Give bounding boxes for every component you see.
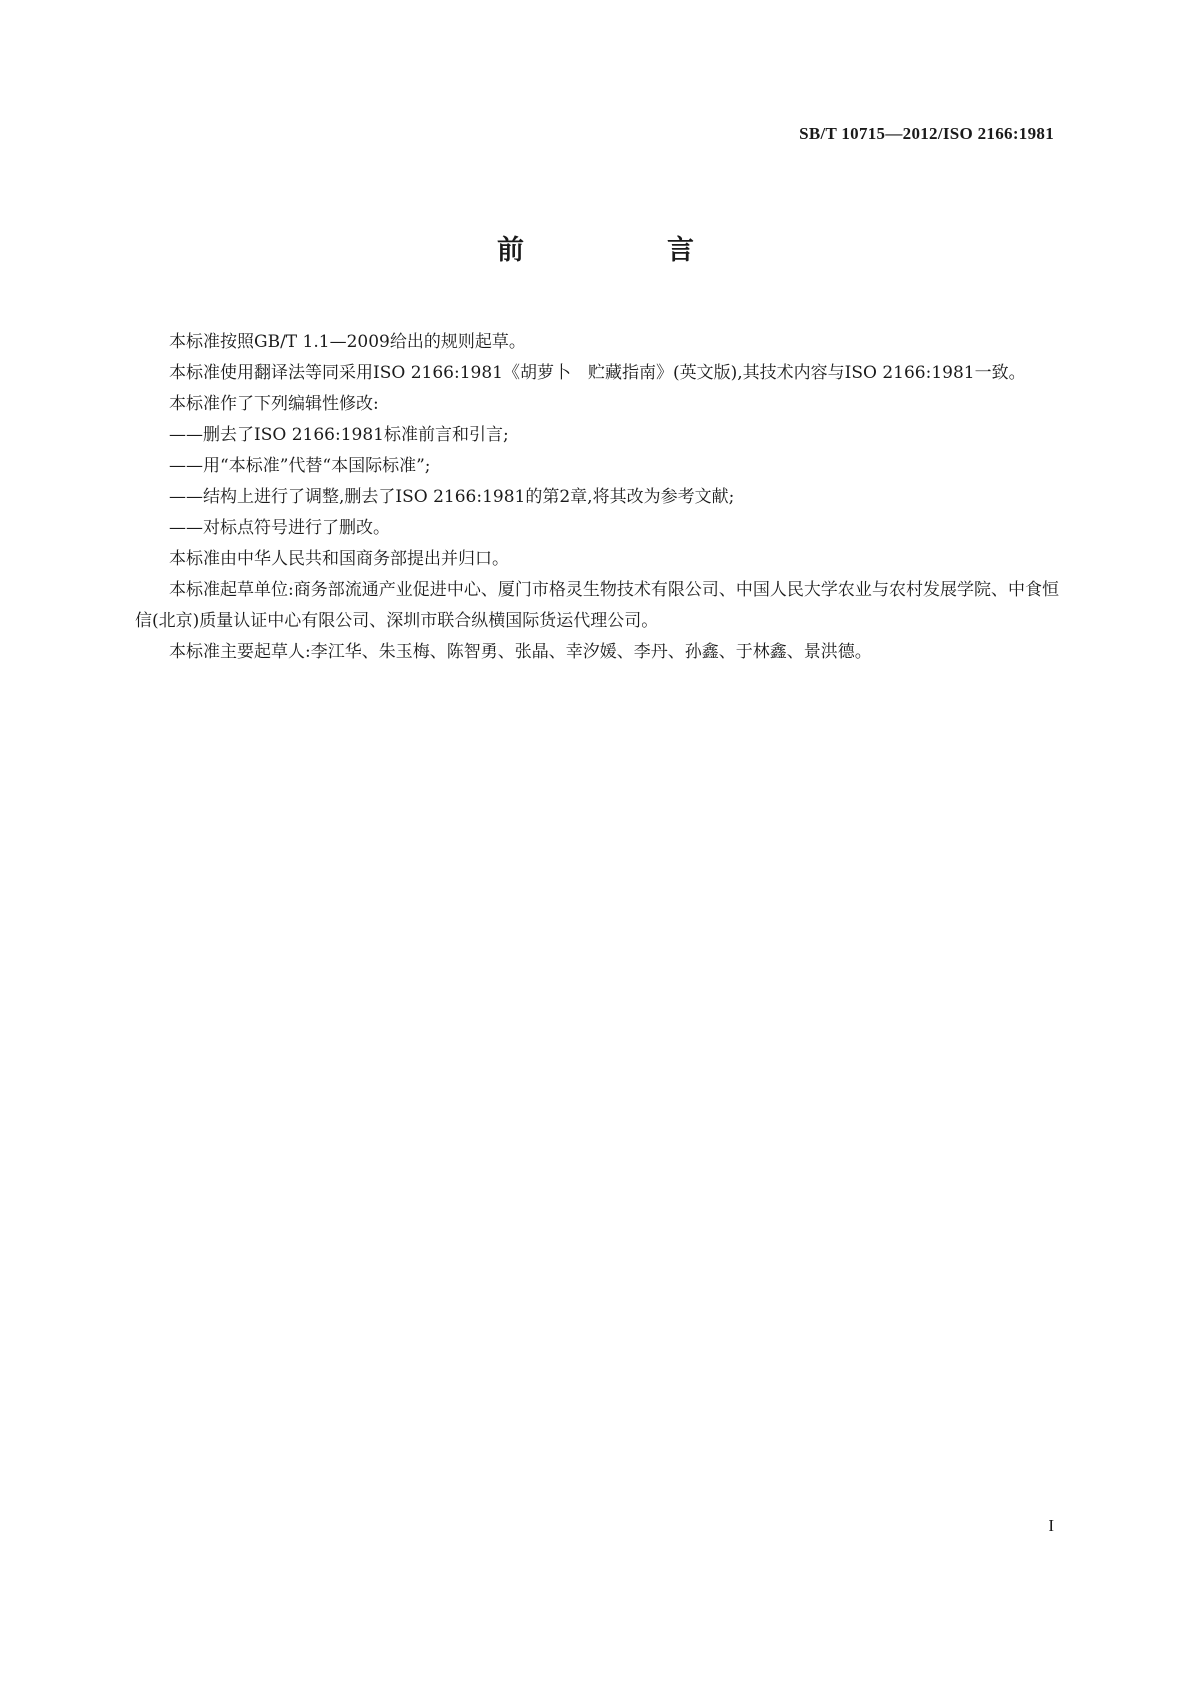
page-title: 前 言 bbox=[497, 235, 752, 266]
paragraph-adoption: 本标准使用翻译法等同采用ISO 2166:1981《胡萝卜 贮藏指南》(英文版),其技术内容与ISO 2166:1981一致。 bbox=[169, 363, 1026, 383]
list-item-edit-1: ——删去了ISO 2166:1981标准前言和引言; bbox=[169, 425, 509, 445]
list-item-edit-2: ——用“本标准”代替“本国际标准”; bbox=[169, 456, 431, 476]
paragraph-drafting-rules: 本标准按照GB/T 1.1—2009给出的规则起草。 bbox=[169, 332, 526, 352]
paragraph-drafting-units: 本标准起草单位:商务部流通产业促进中心、厦门市格灵生物技术有限公司、中国人民大学农业与农村发展学院、中食恒信(北京)质量认证中心有限公司、深圳市联合纵横国际货运代理公司。 bbox=[135, 580, 1059, 631]
paragraph-proposer: 本标准由中华人民共和国商务部提出并归口。 bbox=[169, 549, 509, 569]
list-item-edit-4: ——对标点符号进行了删改。 bbox=[169, 518, 390, 538]
paragraph-drafters: 本标准主要起草人:李江华、朱玉梅、陈智勇、张晶、幸汐媛、李丹、孙鑫、于林鑫、景洪德。 bbox=[169, 642, 872, 662]
paragraph-edits-intro: 本标准作了下列编辑性修改: bbox=[169, 394, 379, 414]
list-item-edit-3: ——结构上进行了调整,删去了ISO 2166:1981的第2章,将其改为参考文献; bbox=[169, 487, 735, 507]
standard-code: SB/T 10715—2012/ISO 2166:1981 bbox=[799, 124, 1054, 143]
document-body bbox=[135, 327, 1059, 668]
page-number: I bbox=[1048, 1516, 1054, 1535]
